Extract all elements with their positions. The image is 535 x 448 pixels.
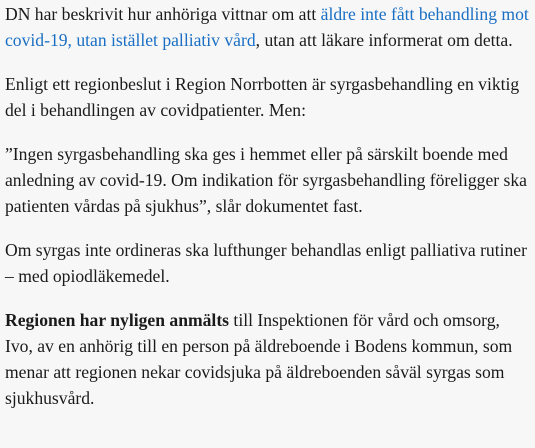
paragraph-1-text-after: , utan att läkare informerat om detta. [255,30,513,50]
paragraph-5-bold-lead: Regionen har nyligen anmälts [5,310,230,330]
paragraph-2: Enligt ett regionbeslut i Region Norrbotten är syrgasbehandling en viktig del i behandlingen av covidpatienter. Men: [5,74,520,120]
paragraph-3-quote: ”Ingen syrgasbehandling ska ges i hemmet eller på särskilt boende med anledning av covid-19. Om indikation för syrgasbehandling föreligger ska patienten vårdas på sjukhus”, slår dokumentet fast. [5,144,527,216]
paragraph-1-text-before: DN har beskrivit hur anhöriga vittnar om att [5,4,321,24]
paragraph-4: Om syrgas inte ordineras ska lufthunger behandlas enligt palliativa rutiner – med opiodläkemedel. [5,240,527,286]
article-body [5,1,530,429]
paragraph-5-text: till Inspektionen för vård och omsorg, Ivo, av en anhörig till en person på äldreboende i Bodens kommun, som menar att regionen nekar covidsjuka på äldreboenden såväl syrgas som sjukhusvård. [5,310,513,408]
article-link-elderly-treatment[interactable]: äldre inte fått behandling mot covid-19, utan istället palliativ vård [5,4,529,50]
paragraph-1 [5,1,530,53]
paragraph-5 [5,307,530,411]
